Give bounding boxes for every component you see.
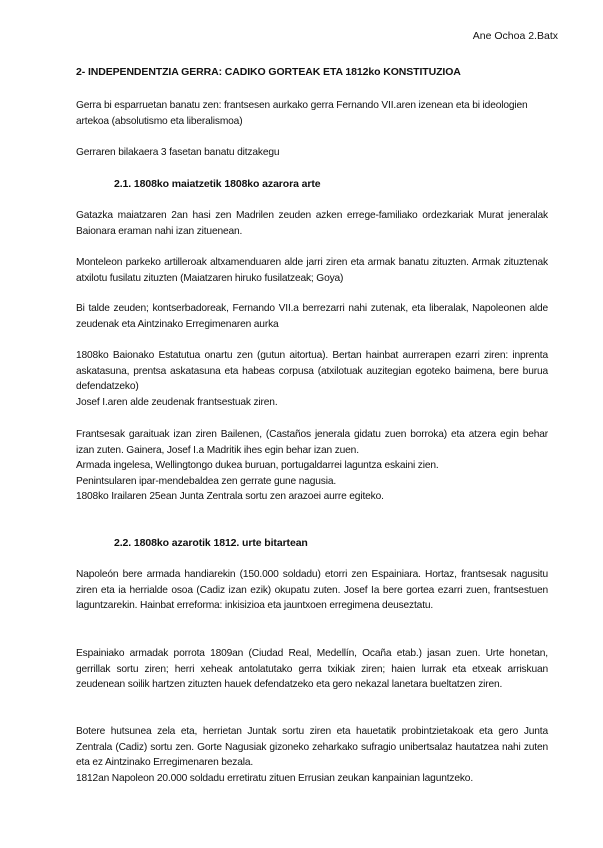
section-1-paragraph-4 [76,348,548,410]
section-2-paragraph-2 [76,646,548,693]
section-1-paragraph-2 [76,255,548,286]
section-1-heading: 2.1. 1808ko maiatzetik 1808ko azarora arte [114,178,321,190]
paragraph-text: Gatazka maiatzaren 2an hasi zen Madrilen zeuden azken errege-familiako ordezkariak Murat jeneralak Baionara eraman nahi izan zituenean. [76,210,548,237]
author-header: Ane Ochoa 2.Batx [472,30,558,42]
intro-paragraph [76,98,548,129]
section-1-paragraph-3 [76,301,548,332]
paragraph-text: 1808ko Baionako Estatutua onartu zen (gutun aitortua). Bertan hainbat aurrerapen ezarri ziren: inprenta askatasuna, prentsa askatasuna eta habeas corpusa (atxilotuak auzitegian egoteko baimena, bere burua defendatzeko) [76,350,548,392]
section-1-paragraph-1 [76,208,548,239]
paragraph-text: Monteleon parkeko artilleroak altxamenduaren alde jarri ziren eta armak banatu zituzten. Armak zituztenak atxilotu fusilatu zituzten (Maiatzaren hiruko fusilatzeak; Goya) [76,257,548,284]
paragraph-text: Botere hutsunea zela eta, herrietan Juntak sortu ziren eta hauetatik probintzietakoak eta gero Junta Zentrala (Cadiz) sortu zen. Gorte Nagusiak gizoneko zeharkako sufragio unibertsalaz hautatzea nahi zuten eta ez Aintzinako Erregimenaren bezala. [76,726,548,768]
intro-text: Gerra bi esparruetan banatu zen: frantsesen aurkako gerra Fernando VII.aren izenean eta bi ideologien artekoa (absolutismo eta liberalismoa) [76,100,528,127]
paragraph-text: 1808ko Irailaren 25ean Junta Zentrala sortu zen arazoei aurre egiteko. [76,491,384,502]
paragraph-text: Bi talde zeuden; kontserbadoreak, Fernando VII.a berrezarri nahi zutenak, eta liberalak, Napoleonen alde zeudenak eta Aintzinako Erregimenaren aurka [76,303,548,330]
section-2-heading: 2.2. 1808ko azarotik 1812. urte bitartean [114,537,308,549]
intro-text-2: Gerraren bilakaera 3 fasetan banatu ditzakegu [76,147,280,158]
paragraph-text: 1812an Napoleon 20.000 soldadu erretiratu zituen Errusian zeukan kanpainian laguntzeko. [76,772,474,784]
page-title: 2- INDEPENDENTZIA GERRA: CADIKO GORTEAK ETA 1812ko KONSTITUZIOA [76,66,461,78]
section-1-paragraph-5 [76,427,548,505]
paragraph-text: Espainiako armadak porrota 1809an (Ciudad Real, Medellín, Ocaña etab.) jasan zuen. Urte honetan, gerrillak sortu ziren; herri xeheak antolatutako gerra txikiak ziren; haien lurrak eta etxeak arriskuan zeudenean soilik hartzen zituzten hauek defendatzeko eta gero nekazal lanetara bueltatzen ziren. [76,648,548,690]
intro-paragraph-2 [76,145,548,161]
paragraph-text: Napoleón bere armada handiarekin (150.000 soldadu) etorri zen Espainiara. Hortaz, frantsesak nagusitu ziren eta ia herrialde osoa (Cadiz izan ezik) okupatu zuten. Josef Ia bere gortea ezarri zuen, frantsestuen laguntzarekin. Hainbat erreforma: inkisizioa eta jauntxoen erregimena deuseztatu. [76,569,548,611]
paragraph-text: Frantsesak garaituak izan ziren Bailenen, (Castaños jenerala gidatu zuen borroka) eta atzera egin behar izan zuten. Gainera, Josef I.a Madritik ihes egin behar izan zuen. [76,429,548,456]
section-2-paragraph-3 [76,724,548,786]
section-2-paragraph-1 [76,567,548,614]
paragraph-text: Penintsularen ipar-mendebaldea zen gerrate gune nagusia. [76,475,337,487]
paragraph-text: Armada ingelesa, Wellingtongo dukea buruan, portugaldarrei laguntza eskaini zien. [76,460,439,471]
paragraph-text: Josef I.aren alde zeudenak frantsestuak ziren. [76,396,278,408]
